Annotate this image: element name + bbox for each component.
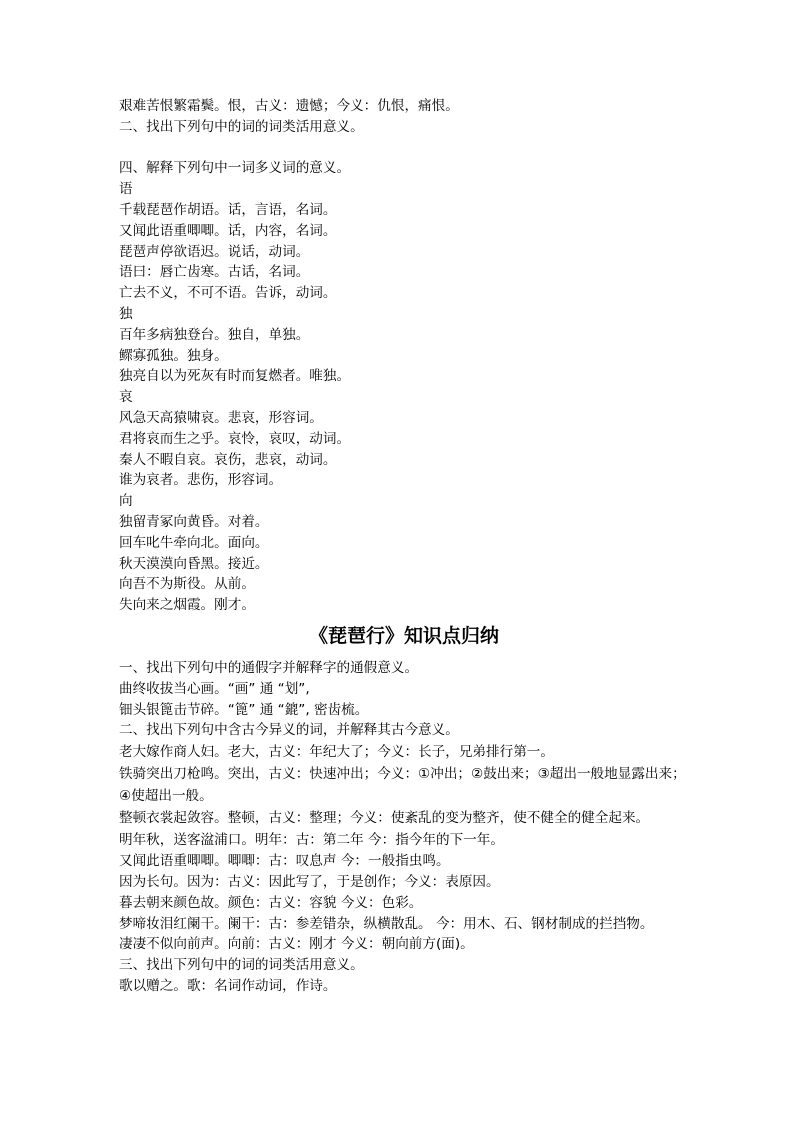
text-line: 暮去朝来颜色故。颜色：古义：容貌 今义：色彩。 [119, 894, 423, 911]
text-line: 亡去不义，不可不语。告诉，动词。 [119, 285, 337, 302]
text-line: 百年多病独登台。独自，单独。 [119, 326, 310, 343]
document-body [119, 96, 689, 997]
text-line: 独亮自以为死灰有时而复燃者。唯独。 [119, 368, 351, 385]
text-line: 因为长句。因为：古义：因此写了，于是创作；今义：表原因。 [119, 873, 500, 890]
text-line: 梦啼妆泪红阑干。阑干：古：参差错杂，纵横散乱。 今：用木、石、钢材制成的拦挡物。 [119, 915, 654, 932]
word-heading: 向 [119, 493, 133, 510]
text-line: 秦人不暇自哀。哀伤，悲哀，动词。 [119, 451, 337, 468]
word-heading: 哀 [119, 389, 133, 406]
text-line: 歌以赠之。歌：名词作动词，作诗。 [119, 977, 337, 994]
word-heading: 语 [119, 181, 133, 198]
text-line: 艰难苦恨繁霜鬓。恨，古义：遗憾；今义：仇恨，痛恨。 [119, 98, 459, 114]
text-line: 君将哀而生之乎。哀怜，哀叹，动词。 [119, 430, 351, 447]
text-line: 风急天高猿啸哀。悲哀，形容词。 [119, 409, 323, 426]
text-line: 凄凄不似向前声。向前：古义：刚才 今义：朝向前方(面)。 [119, 936, 474, 953]
text-line: 琵琶声停欲语迟。说话，动词。 [119, 243, 310, 260]
text-line: 钿头银篦击节碎。“篦” 通 “鎞”, 密齿梳。 [119, 701, 369, 718]
text-line: 鳏寡孤独。独身。 [119, 347, 228, 364]
text-line: 独留青冢向黄昏。对着。 [119, 513, 269, 530]
text-line: 整顿衣裳起敛容。整顿，古义：整理；今义：使紊乱的变为整齐，使不健全的健全起来。 [119, 810, 650, 827]
section-heading: 三、找出下列句中的词的词类活用意义。 [119, 957, 364, 974]
text-line: 失向来之烟霞。刚才。 [119, 597, 255, 614]
text-line: 回车叱牛牵向北。面向。 [119, 534, 269, 551]
section-heading: 四、解释下列句中一词多义词的意义。 [119, 160, 351, 177]
text-line: 谁为哀者。悲伤，形容词。 [119, 472, 283, 489]
text-line: 语曰：唇亡齿寒。古话，名词。 [119, 264, 310, 281]
text-line: 千载琵琶作胡语。话，言语，名词。 [119, 201, 337, 218]
section-pipa-xing-notes [119, 658, 689, 997]
text-line: 老大嫁作商人妇。老大，古义：年纪大了；今义：长子，兄弟排行第一。 [119, 744, 554, 761]
text-line: 秋天漠漠向昏黑。接近。 [119, 555, 269, 572]
text-line: 又闻此语重唧唧。话，内容，名词。 [119, 222, 337, 239]
text-line: 明年秋，送客湓浦口。明年：古：第二年 今：指今年的下一年。 [119, 832, 504, 849]
text-line: 曲终收拔当心画。“画” 通 “划”, [119, 680, 310, 697]
section-previous-notes [119, 96, 689, 616]
section-heading: 二、找出下列句中的词的词类活用意义。 [119, 118, 364, 135]
word-heading: 独 [119, 305, 133, 322]
blank-line [119, 138, 689, 159]
section-heading: 二、找出下列句中含古今异义的词，并解释其古今意义。 [119, 722, 459, 739]
text-line: 铁骑突出刀枪鸣。突出，古义：快速冲出；今义：①冲出；②鼓出来；③超出一般地显露出来；④使超出一般。 [119, 766, 686, 805]
section-heading: 一、找出下列句中的通假字并解释字的通假意义。 [119, 659, 419, 676]
text-line: 又闻此语重唧唧。唧唧：古：叹息声 今：一般指虫鸣。 [119, 853, 450, 870]
text-line: 向吾不为斯役。从前。 [119, 576, 255, 593]
document-title: 《琵琶行》知识点归纳 [308, 624, 499, 647]
